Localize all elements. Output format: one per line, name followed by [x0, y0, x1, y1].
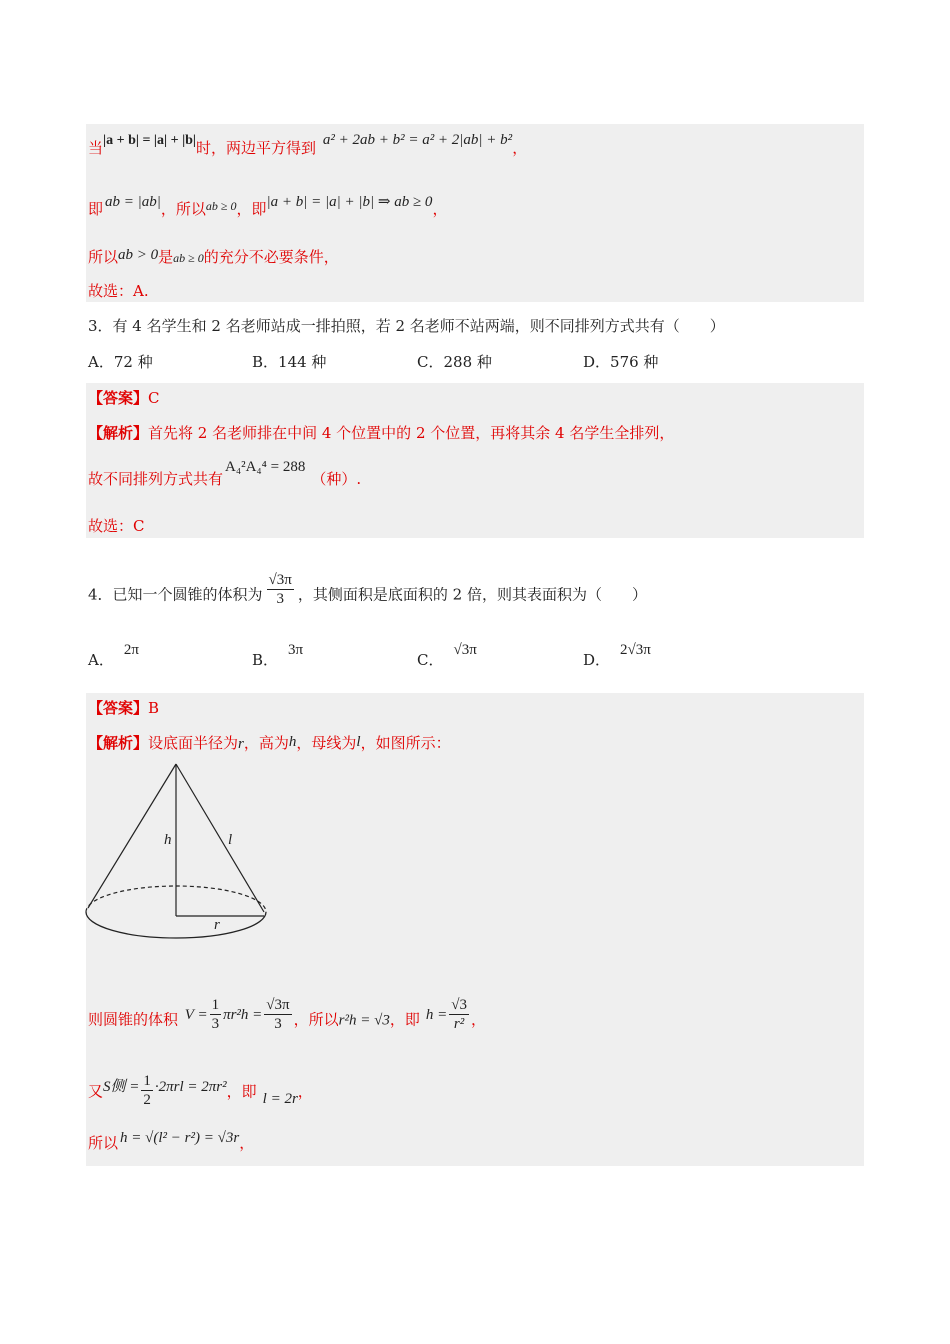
prev-line1	[88, 132, 528, 160]
prev-line2	[88, 194, 448, 220]
text: 首先将 2 名老师排在中间 4 个位置中的 2 个位置，再将其余 4 名学生全排列，	[148, 424, 675, 442]
var-l: l	[356, 734, 361, 750]
q4-side-area-line	[88, 1074, 313, 1111]
math-expr: ·2πrl = 2πr²	[154, 1078, 227, 1095]
q4-analysis-line1	[88, 733, 451, 754]
numerator: √3	[451, 997, 467, 1013]
text: ，	[470, 1010, 486, 1029]
option-label: C．	[417, 651, 444, 669]
math-expr: S侧 =	[103, 1078, 140, 1095]
q3-answer	[88, 388, 160, 408]
text: （种）.	[311, 470, 362, 488]
q3-conclusion: 故选：C	[88, 517, 145, 535]
var-r: r	[238, 736, 244, 752]
math-expr: ab > 0	[118, 247, 159, 263]
cone-figure	[80, 758, 275, 953]
option-label: A．	[88, 651, 114, 669]
math-expr: πr²h =	[223, 1006, 263, 1023]
text: 4．已知一个圆锥的体积为	[88, 585, 263, 604]
text: 所以	[88, 1134, 119, 1152]
text: 当	[88, 139, 104, 157]
text: ，其侧面积是底面积的 2 倍，则其表面积为（ ）	[297, 585, 647, 604]
math-expr: h = √(l² − r²) = √3r	[120, 1130, 240, 1146]
q3-option-a: A．72 种	[88, 353, 153, 371]
q3-option-d: D．576 种	[583, 353, 659, 371]
q3-analysis-line2	[88, 459, 362, 490]
text: 故不同排列方式共有	[88, 470, 224, 488]
text: ，	[432, 200, 448, 218]
var-h: h	[288, 734, 297, 750]
q4-option-d	[583, 642, 651, 671]
text: ，即	[226, 1082, 257, 1101]
fraction	[210, 996, 222, 1033]
math-expr: l = 2r	[262, 1090, 298, 1107]
fraction	[449, 996, 469, 1033]
option-label: D．	[583, 651, 611, 669]
text: 时，两边平方得到	[196, 139, 317, 157]
analysis-tag: 【解析】	[88, 734, 149, 752]
denominator: 3	[276, 591, 284, 607]
fraction	[264, 996, 291, 1033]
text: 的充分不必要条件，	[203, 248, 339, 266]
option-value: 3π	[288, 642, 304, 658]
answer-value: B	[148, 699, 160, 717]
text: 是	[158, 248, 174, 266]
label-r: r	[214, 917, 220, 933]
text: ，所以	[293, 1010, 339, 1029]
text: ，所以	[160, 200, 206, 218]
prev-conclusion: 故选：A.	[88, 282, 149, 300]
numerator: √3π	[268, 572, 292, 588]
denominator: 2	[143, 1092, 151, 1108]
q3-option-b: B．144 种	[252, 353, 327, 371]
label-h: h	[164, 832, 172, 848]
numerator: 1	[143, 1073, 151, 1089]
math-expr: ab ≥ 0	[173, 251, 204, 265]
q3-analysis-line1	[88, 423, 674, 443]
text: ，高为	[243, 734, 289, 752]
math-expr: ab ≥ 0	[205, 199, 237, 213]
q4-option-c	[417, 642, 477, 671]
option-value: 2π	[123, 642, 139, 658]
q3-option-c: C．288 种	[417, 353, 492, 371]
fraction	[141, 1072, 153, 1109]
q4-height-line	[88, 1130, 255, 1154]
option-label: B．	[252, 651, 279, 669]
text: 则圆锥的体积	[88, 1010, 179, 1029]
text: ，母线为	[296, 734, 357, 752]
label-l: l	[228, 832, 233, 848]
fraction	[267, 571, 294, 608]
text: 即	[88, 200, 104, 218]
denominator: 3	[211, 1016, 220, 1032]
answer-value: C	[148, 389, 160, 407]
math-expr: ab = |ab|	[105, 194, 161, 210]
numerator: 1	[211, 997, 220, 1013]
prev-line3	[88, 247, 339, 268]
denominator: 3	[274, 1016, 282, 1032]
text: ，	[239, 1134, 255, 1152]
q4-volume-line	[88, 997, 486, 1039]
question-3-stem: 3．有 4 名学生和 2 名老师站成一排拍照，若 2 名老师不站两端，则不同排列方式共有（ ）	[88, 317, 725, 335]
math-expr: A₄²A₄⁴ = 288	[225, 459, 306, 475]
text: 设底面半径为	[148, 734, 239, 752]
math-expr: r²h = √3	[338, 1012, 390, 1029]
math-expr: a² + 2ab + b² = a² + 2|ab| + b²	[322, 132, 513, 148]
option-value: √3π	[453, 642, 477, 658]
analysis-tag: 【解析】	[88, 424, 149, 442]
math-expr: |a + b| = |a| + |b| ⇒ ab ≥ 0	[266, 194, 433, 210]
numerator: √3π	[266, 997, 290, 1013]
math-expr: |a + b| = |a| + |b|	[103, 133, 197, 148]
text: ，如图所示：	[360, 734, 451, 752]
option-value: 2√3π	[620, 642, 651, 658]
q4-option-b	[252, 642, 304, 671]
text: ，即	[389, 1010, 420, 1029]
text: 所以	[88, 248, 119, 266]
math-expr: V =	[184, 1006, 208, 1023]
math-expr: h =	[425, 1006, 448, 1023]
answer-tag: 【答案】	[88, 389, 149, 407]
q4-answer	[88, 698, 159, 718]
q4-option-a	[88, 642, 139, 671]
text: 又	[88, 1082, 104, 1101]
answer-tag: 【答案】	[88, 699, 149, 717]
text: ，	[297, 1082, 313, 1101]
denominator: r²	[453, 1016, 465, 1032]
text: ，即	[236, 200, 267, 218]
question-4-stem	[88, 572, 647, 614]
text: ，	[512, 139, 528, 157]
q3-solution-block	[86, 383, 864, 538]
